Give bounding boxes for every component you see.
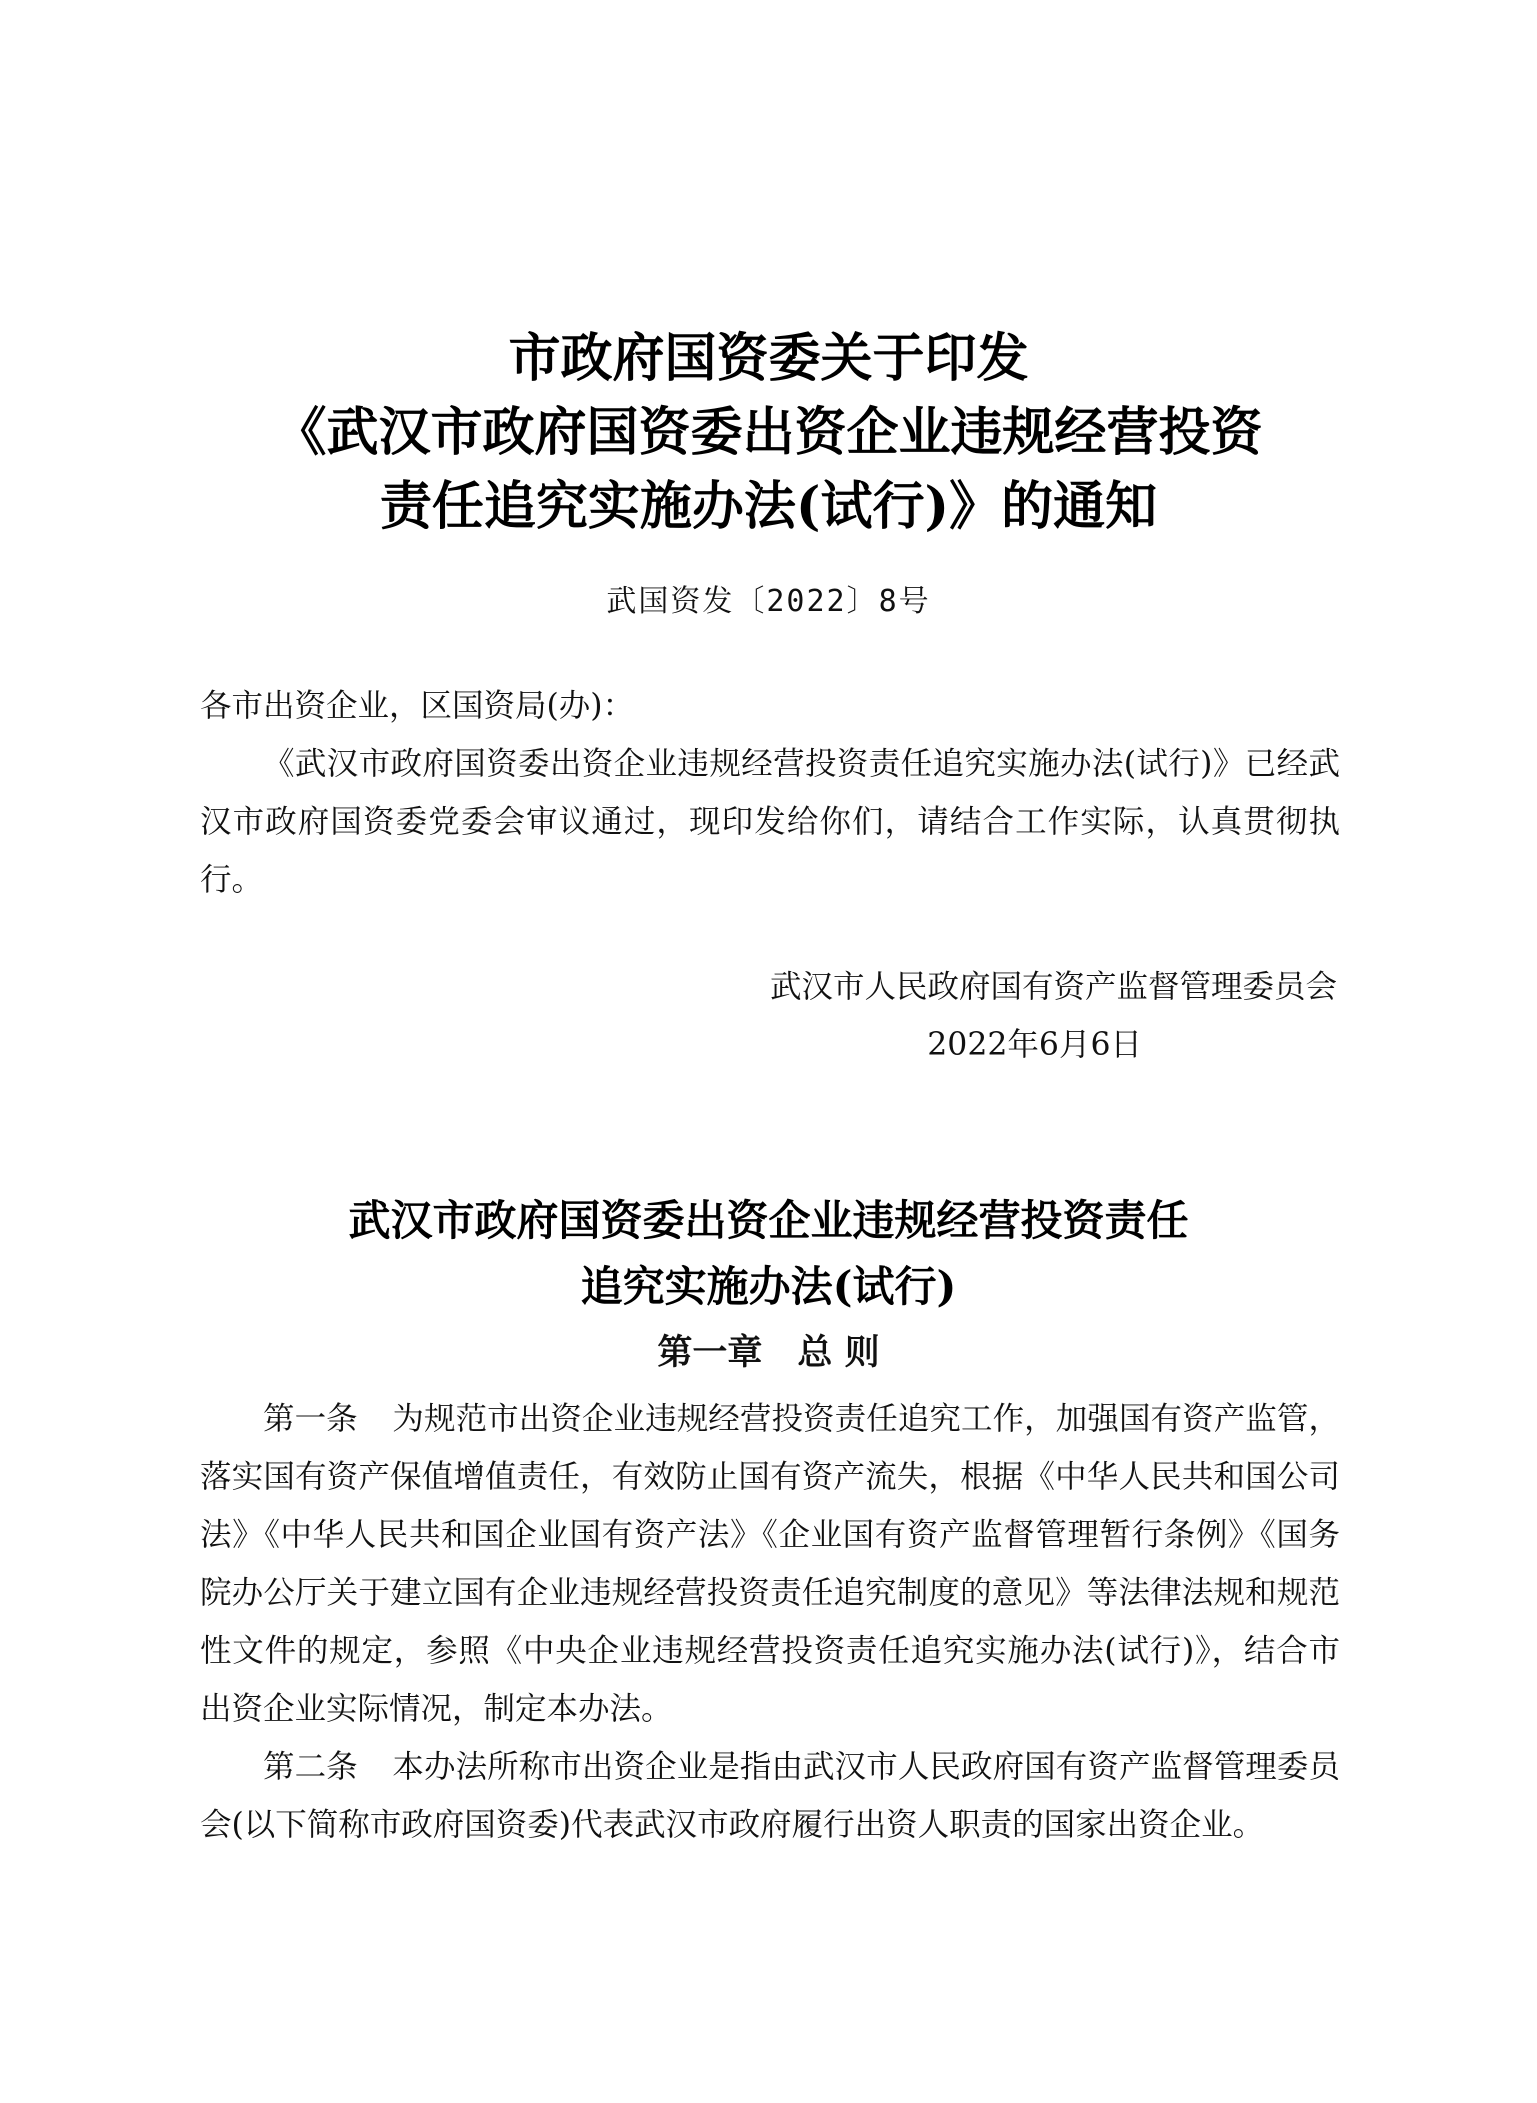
article-1-text: 为规范市出资企业违规经营投资责任追究工作，加强国有资产监管，落实国有资产保值增值责任，有效防止国有资产流失，根据《中华人民共和国公司法》《中华人民共和国企业国有资产法》《企业国有资产监督管理暂行条例》《国务院办公厅关于建立国有企业违规经营投资责任追究制度的意见》等法律法规和规范性文件的规定，参照《中央企业违规经营投资责任追究实施办法(试行)》，结合市出资企业实际情况，制定本办法。 bbox=[200, 1401, 1340, 1727]
document-number: 武国资发〔2022〕8号 bbox=[606, 584, 931, 619]
notice-title-line-2: 《武汉市政府国资委出资企业违规经营投资 bbox=[274, 402, 1263, 463]
issue-date: 2022年6月6日 bbox=[927, 1027, 1142, 1063]
articles bbox=[200, 1390, 1340, 1854]
notice-title-line-1: 市政府国资委关于印发 bbox=[508, 328, 1029, 389]
article-1-label: 第一条 bbox=[263, 1401, 358, 1437]
salutation-text: 各市出资企业，区国资局(办)： bbox=[200, 688, 635, 724]
notice-body-paragraph: 《武汉市政府国资委出资企业违规经营投资责任追究实施办法(试行)》已经武汉市政府国资委党委会审议通过，现印发给你们，请结合工作实际，认真贯彻执行。 bbox=[200, 746, 1340, 898]
article-2-label: 第二条 bbox=[263, 1749, 358, 1785]
issuer-name: 武汉市人民政府国有资产监督管理委员会 bbox=[769, 969, 1337, 1005]
chapter-title: 第一章 总 则 bbox=[657, 1332, 880, 1373]
measures-title-line-2: 追究实施办法(试行) bbox=[580, 1262, 957, 1311]
salutation bbox=[200, 677, 1340, 735]
article-1 bbox=[200, 1390, 1340, 1738]
measures-title-line-1: 武汉市政府国资委出资企业违规经营投资责任 bbox=[348, 1196, 1189, 1245]
article-2 bbox=[200, 1738, 1340, 1854]
signature-block bbox=[770, 958, 1337, 1074]
measures-title bbox=[200, 1188, 1337, 1320]
notice-body bbox=[200, 735, 1340, 909]
notice-title bbox=[200, 322, 1337, 544]
article-2-text: 本办法所称市出资企业是指由武汉市人民政府国有资产监督管理委员会(以下简称市政府国资委)代表武汉市政府履行出资人职责的国家出资企业。 bbox=[200, 1749, 1340, 1843]
notice-title-line-3: 责任追究实施办法(试行)》的通知 bbox=[379, 476, 1158, 537]
